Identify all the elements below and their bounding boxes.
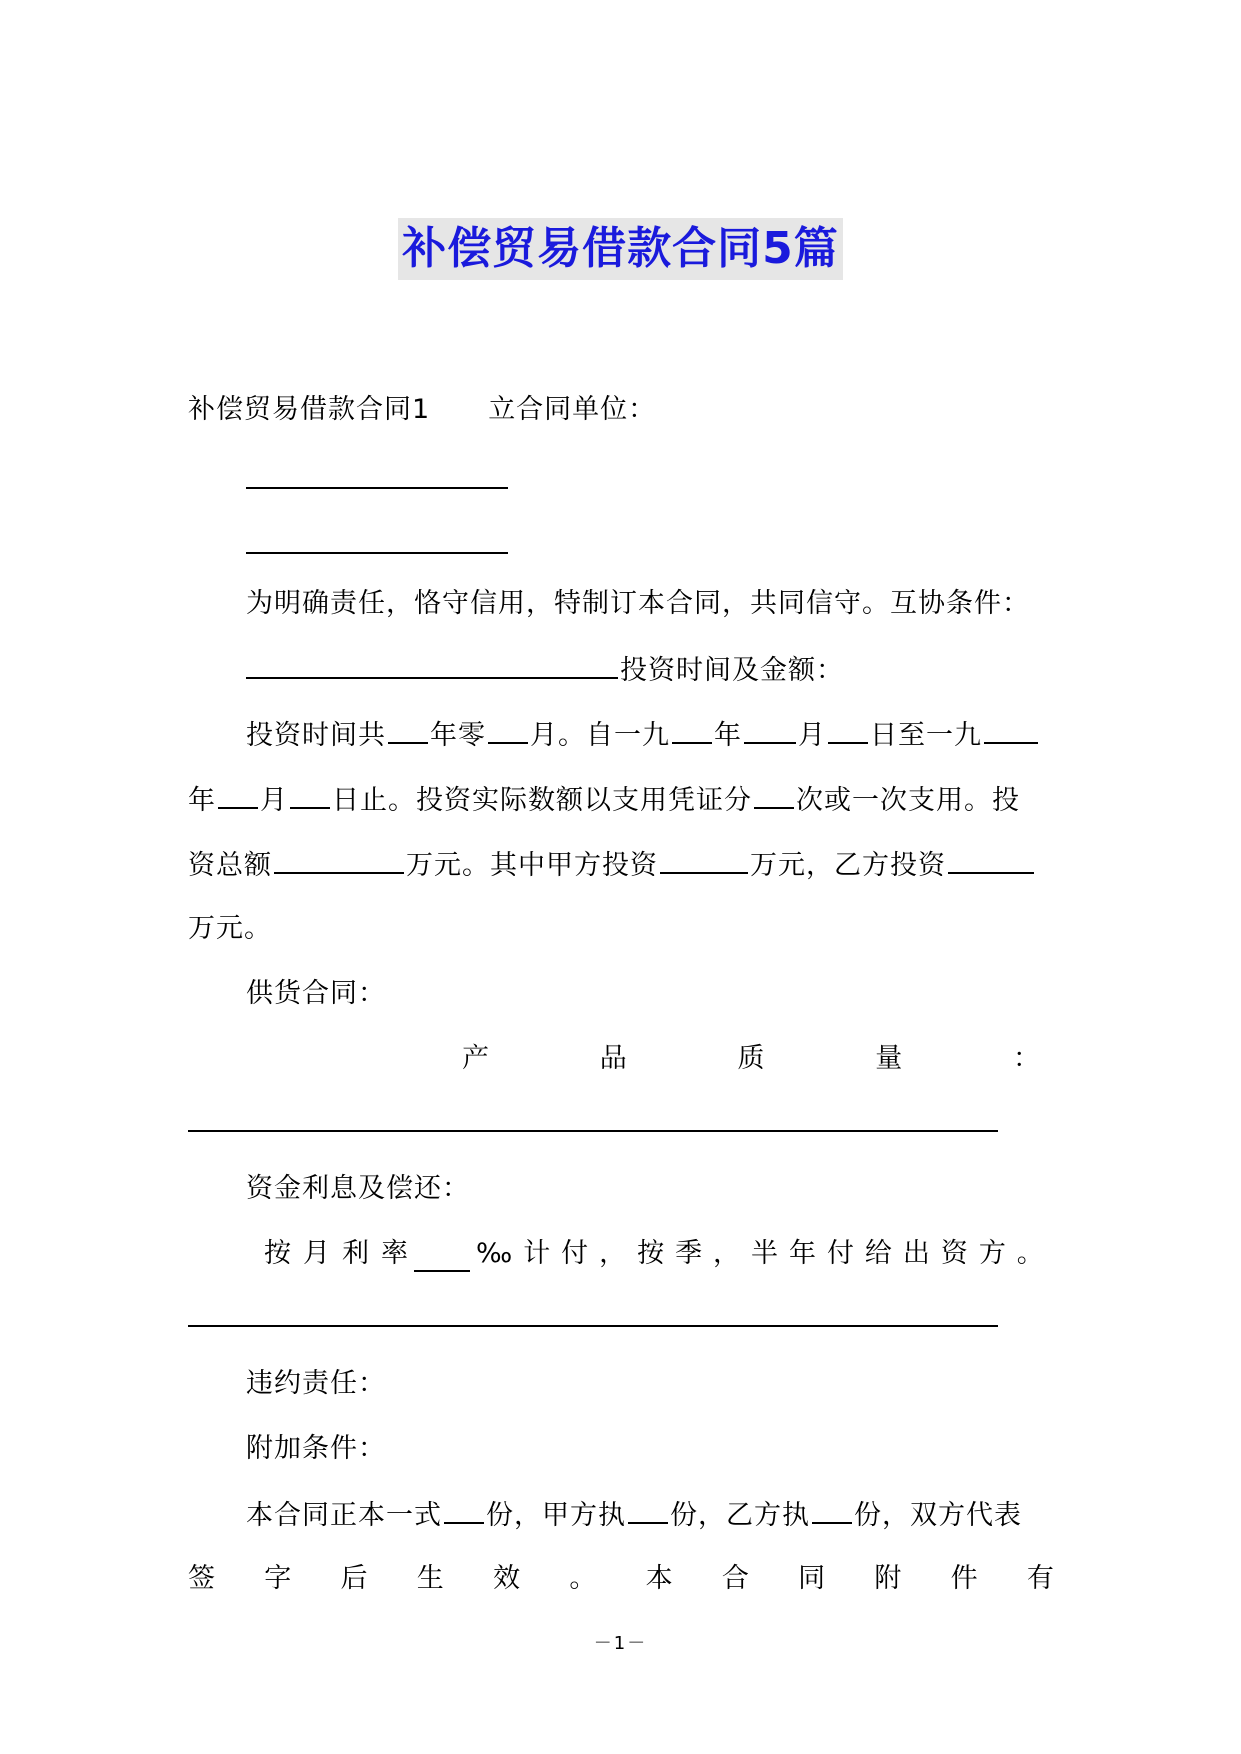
contract-number: 补偿贸易借款合同1 [188, 394, 431, 425]
end-month-blank [218, 781, 258, 809]
interest-char: 付 [561, 1238, 589, 1269]
party-a-copies-blank [628, 1496, 668, 1524]
product-quality-char: 质 [737, 1043, 765, 1074]
text-segment [476, 1236, 1044, 1272]
interest-char: 利 [342, 1238, 369, 1269]
interest-char: 给 [864, 1238, 892, 1269]
interest-char: 方 [978, 1238, 1006, 1269]
copies-total-blank [444, 1496, 484, 1524]
product-quality-char: 产 [462, 1043, 489, 1074]
interest-rate-line [264, 1236, 1044, 1272]
start-day-blank [828, 716, 868, 744]
sign-char: 本 [645, 1563, 673, 1594]
text-segment: 日止。投资实际数额以支用凭证分 [332, 785, 752, 816]
product-quality-line [462, 1041, 1040, 1077]
text-segment: 日至一九 [870, 720, 982, 751]
interest-char: 按 [264, 1238, 291, 1269]
party-a-amount-blank [660, 846, 748, 874]
supply-heading: 供货合同： [246, 978, 386, 1009]
document-title: 补偿贸易借款合同5篇 [398, 218, 843, 280]
months-blank [488, 716, 528, 744]
text-segment: 份，甲方执 [486, 1500, 626, 1531]
interest-heading: 资金利息及偿还： [246, 1173, 470, 1204]
text-segment: 份，双方代表 [854, 1500, 1022, 1531]
sign-char: 效 [493, 1563, 521, 1594]
invest-heading: 投资时间及金额： [620, 655, 844, 686]
interest-char: 计 [523, 1238, 551, 1269]
invest-paragraph-line-1 [246, 716, 1054, 754]
end-day-blank [290, 781, 330, 809]
text-segment: 月 [260, 785, 288, 816]
signature-effective-line [188, 1561, 1054, 1597]
text-segment: 年 [714, 720, 742, 751]
interest-char: 资 [940, 1238, 968, 1269]
sign-char: 同 [798, 1563, 826, 1594]
interest-char: 付 [826, 1238, 854, 1269]
page-number: －1－ [593, 1633, 648, 1654]
product-quality-char: 量 [875, 1043, 903, 1074]
installments-blank [754, 781, 794, 809]
sign-char: 有 [1026, 1563, 1054, 1594]
party-b-blank [246, 552, 508, 554]
text-segment [264, 1236, 408, 1272]
text-segment: 次或一次支用。投 [796, 785, 1020, 816]
sign-char: 生 [416, 1563, 444, 1594]
text-segment: 投资时间共 [246, 720, 386, 751]
invest-paragraph-line-3 [188, 846, 1054, 884]
sign-char: 签 [188, 1563, 215, 1594]
copies-line [246, 1496, 1054, 1534]
extra-conditions-heading: 附加条件： [246, 1433, 386, 1464]
text-segment: 万元。其中甲方投资 [406, 850, 658, 881]
monthly-rate-blank [414, 1240, 470, 1272]
invest-heading-line [246, 651, 1054, 689]
sign-char: 。 [569, 1563, 597, 1594]
invest-paragraph-line-2 [188, 781, 1054, 819]
party-a-blank [246, 487, 508, 489]
interest-char: 。 [1016, 1238, 1044, 1269]
contract-header-line [188, 392, 1054, 428]
sign-char: 附 [874, 1563, 902, 1594]
sign-char: 件 [950, 1563, 978, 1594]
interest-char: ‰ [476, 1238, 513, 1269]
party-b-amount-blank [948, 846, 1034, 874]
start-month-blank [744, 716, 796, 744]
text-segment: 月 [798, 720, 826, 751]
interest-char: 月 [303, 1238, 330, 1269]
sign-char: 合 [721, 1563, 749, 1594]
product-quality-char: ： [1013, 1043, 1040, 1074]
conditions-blank [246, 651, 618, 679]
total-amount-blank [274, 846, 404, 874]
sign-char: 字 [264, 1563, 292, 1594]
text-segment: 月。自一九 [530, 720, 670, 751]
text-segment: 年零 [430, 720, 486, 751]
interest-char: ， [599, 1238, 627, 1269]
party-b-copies-blank [812, 1496, 852, 1524]
interest-char: 年 [788, 1238, 816, 1269]
interest-char: 出 [902, 1238, 930, 1269]
years-blank [388, 716, 428, 744]
text-segment: 本合同正本一式 [246, 1500, 442, 1531]
title-block [0, 218, 1241, 280]
invest-paragraph-line-4: 万元。 [188, 913, 272, 944]
text-segment: 资总额 [188, 850, 272, 881]
text-segment: 年 [188, 785, 216, 816]
text-segment: 份，乙方执 [670, 1500, 810, 1531]
interest-char: 按 [637, 1238, 665, 1269]
start-year-blank [672, 716, 712, 744]
sign-char: 后 [340, 1563, 368, 1594]
text-segment: 万元，乙方投资 [750, 850, 946, 881]
product-quality-char: 品 [599, 1043, 627, 1074]
interest-char: 率 [381, 1238, 408, 1269]
interest-char: 半 [751, 1238, 779, 1269]
breach-heading: 违约责任： [246, 1368, 386, 1399]
intro-paragraph: 为明确责任，恪守信用，特制订本合同，共同信守。互协条件： [246, 588, 1030, 619]
product-quality-blank [188, 1130, 998, 1132]
interest-char: 季 [675, 1238, 703, 1269]
interest-char: ， [713, 1238, 741, 1269]
interest-blank [188, 1325, 998, 1327]
contracting-parties-label: 立合同单位： [488, 394, 657, 425]
end-year-blank [984, 716, 1038, 744]
